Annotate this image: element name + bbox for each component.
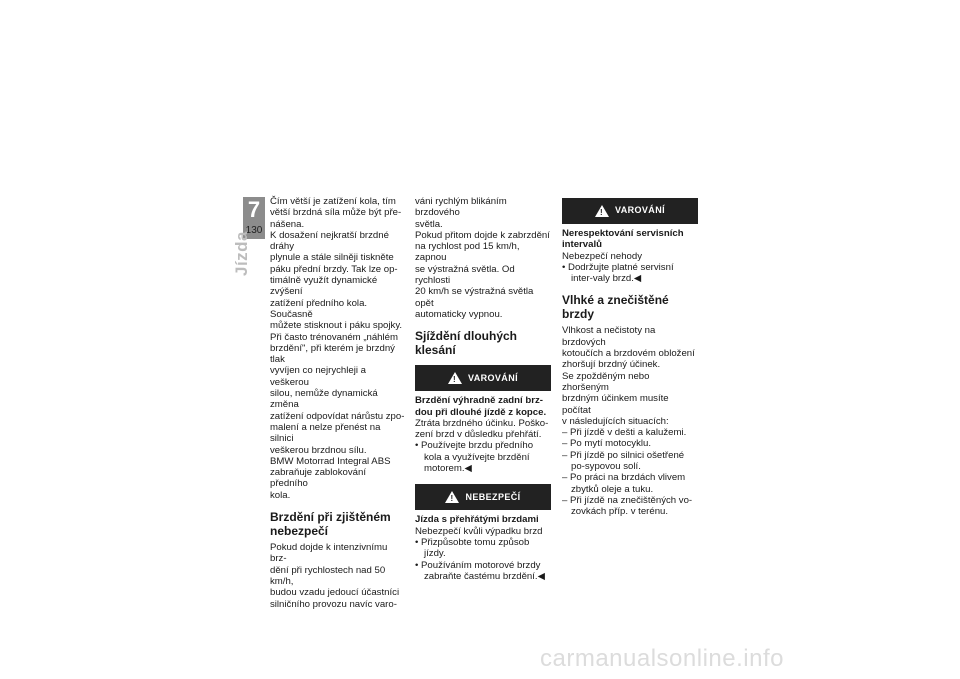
danger-label: NEBEZPEČÍ xyxy=(465,491,521,502)
text-line: brzdění", při kterém je brzdný tlak xyxy=(270,342,395,366)
text-line: zatížení předního kola. Současně xyxy=(270,297,368,320)
text-line: větší brzdná síla může být pře- xyxy=(270,207,402,219)
text-line: nášena. xyxy=(270,218,305,230)
text-line: malení a nelze přenést na silnici xyxy=(270,421,381,445)
list-item: – Při jízdě po silnici ošetřené po-sypovou solí. xyxy=(562,449,685,473)
text-line: dění při rychlostech nad 50 km/h, xyxy=(270,564,386,587)
list-item: – Po mytí motocyklu. xyxy=(562,438,652,450)
bullet-item: • Používejte brzdu předního kola a využívejte brzdění motorem.◀ xyxy=(415,440,534,475)
text-line: BMW Motorrad Integral ABS xyxy=(270,455,391,467)
text-line: vyvíjen co nejrychleji a veškerou xyxy=(270,365,366,388)
section-heading: Sjíždění dlouhých klesání xyxy=(415,329,518,357)
text-line: Vlhkost a nečistoty na brzdových xyxy=(562,325,656,348)
section-heading: Brzdění při zjištěném nebezpečí xyxy=(270,510,391,538)
text-line: se výstražná světla. Od rychlosti xyxy=(415,263,515,287)
text-line: zatížení odpovídat nárůstu zpo- xyxy=(270,410,405,422)
text-line: Pokud přitom dojde k zabrzdění xyxy=(415,229,550,241)
bullet-item: • Používáním motorové brzdy zabraňte častému brzdění.◀ xyxy=(415,559,545,582)
text-line: na rychlost pod 15 km/h, zapnou xyxy=(415,241,520,264)
chapter-number: 7 xyxy=(247,197,261,222)
warning-icon xyxy=(448,372,462,384)
column-3 xyxy=(562,196,698,518)
text-line: 20 km/h se výstražná světla opět xyxy=(415,286,534,309)
warning-label: VAROVÁNÍ xyxy=(614,205,666,216)
text-line: timálně využít dynamické zvýšení xyxy=(270,275,378,298)
text-line: zhoršují brzdný účinek. xyxy=(562,359,661,371)
text-line: zabraňuje zablokování předního xyxy=(270,467,367,490)
text-line: budou vzadu jedoucí účastníci xyxy=(270,587,400,599)
warning-title: Nerespektování servisních intervalů xyxy=(562,228,684,251)
text-line: můžete stisknout i páku spojky. xyxy=(270,320,403,332)
warning-text: Ztráta brzdného účinku. Poško-zení brzd v důsledku přehřátí. xyxy=(415,417,549,441)
text-line: kotoučích a brzdovém obložení xyxy=(562,348,695,360)
text-line: silničního provozu navíc varo- xyxy=(270,598,397,610)
list-item: – Po práci na brzdách vlivem zbytků oleje a tuku. xyxy=(562,472,686,495)
warning-icon xyxy=(445,491,459,503)
bullet-item: • Dodržujte platné servisní inter-valy brzd.◀ xyxy=(562,261,674,285)
list-item: – Při jízdě v dešti a kalužemi. xyxy=(562,427,687,439)
text-line: veškerou brzdnou sílu. xyxy=(270,444,367,456)
text-line: kola. xyxy=(270,489,291,501)
danger-title: Jízda s přehřátými brzdami xyxy=(415,514,539,526)
text-line: Se zpožděným nebo zhoršeným xyxy=(562,370,650,393)
column-2 xyxy=(415,196,551,582)
warning-banner xyxy=(562,198,698,224)
warning-label: VAROVÁNÍ xyxy=(467,372,519,383)
warning-icon xyxy=(595,205,609,217)
section-heading: Vlhké a znečištěné brzdy xyxy=(562,293,669,321)
text-line: K dosažení nejkratší brzdné dráhy xyxy=(270,229,389,253)
warning-banner xyxy=(415,365,551,391)
text-line: Čím větší je zatížení kola, tím xyxy=(270,196,396,207)
text-line: světla. xyxy=(415,218,443,230)
text-line: Při často trénovaném „náhlém xyxy=(270,331,398,343)
text-line: automaticky vypnou. xyxy=(415,308,503,320)
text-line: páku přední brzdy. Tak lze op- xyxy=(270,263,398,275)
danger-banner xyxy=(415,484,551,510)
column-1 xyxy=(270,196,406,610)
section-title: Jízda xyxy=(232,230,251,276)
text-line: silou, nemůže dynamická změna xyxy=(270,388,378,411)
warning-text: Nebezpečí nehody xyxy=(562,250,643,262)
list-item: – Při jízdě na znečištěných vo-zovkách příp. v terénu. xyxy=(562,494,693,518)
watermark: carmanualsonline.info xyxy=(540,645,784,672)
warning-title: Brzdění výhradně zadní brz-dou při dlouhé jízdě z kopce. xyxy=(415,395,547,418)
bullet-item: • Přizpůsobte tomu způsob jízdy. xyxy=(415,536,530,560)
text-line: Pokud dojde k intenzivnímu brz- xyxy=(270,542,388,565)
text-line: váni rychlým blikáním brzdového xyxy=(415,196,507,219)
page-number: 130 xyxy=(245,225,263,236)
text-line: plynule a stále silněji tiskněte xyxy=(270,252,394,264)
text-line: v následujících situacích: xyxy=(562,415,669,427)
text-line: brzdným účinkem musíte počítat xyxy=(562,393,669,416)
danger-text: Nebezpečí kvůli výpadku brzd xyxy=(415,525,543,537)
